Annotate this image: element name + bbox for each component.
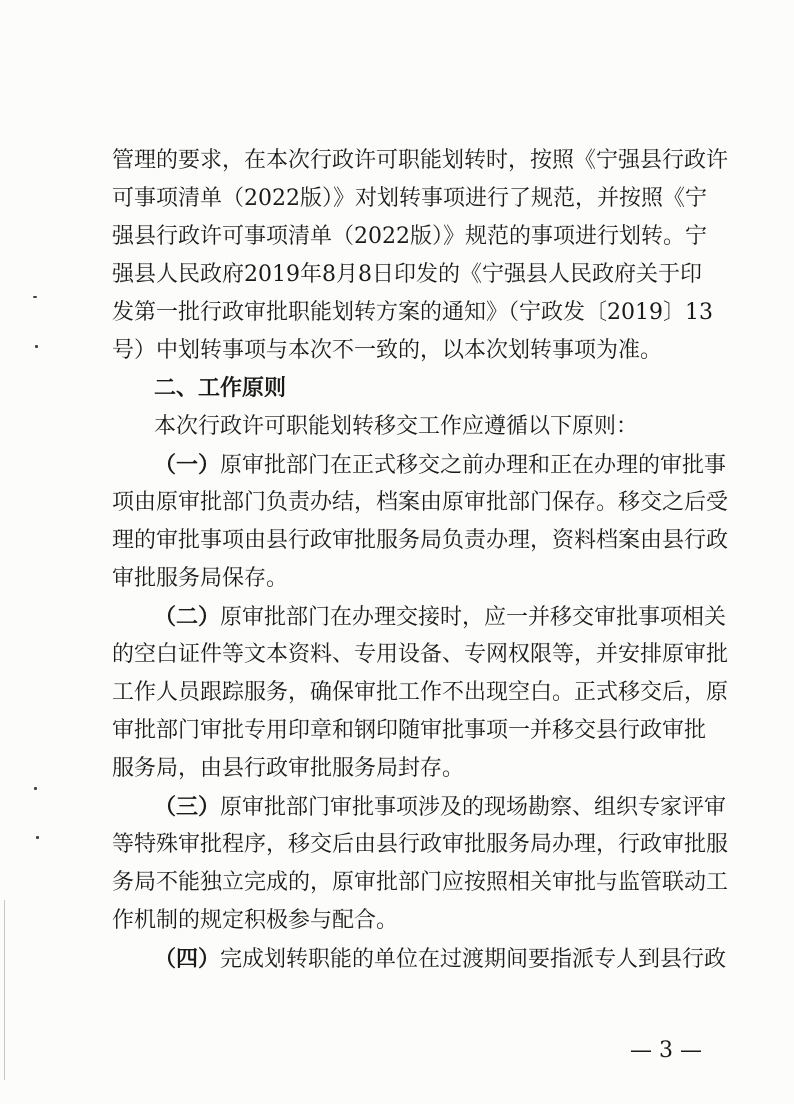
paragraph-line: 等特殊审批程序，移交后由县行政审批服务局办理，行政审批服: [112, 832, 729, 857]
paragraph-line: 服务局，由县行政审批服务局封存。: [112, 756, 465, 781]
scan-speck: [33, 296, 37, 298]
paragraph-line: 强县行政许可事项清单（2022版）》规范的事项进行划转。宁: [112, 224, 707, 249]
intro-line: 本次行政许可职能划转移交工作应遵循以下原则：: [154, 414, 639, 439]
item-3-text: 原审批部门审批事项涉及的现场勘察、组织专家评审: [220, 795, 727, 820]
item-4-first-line: [154, 941, 727, 977]
item-2-first-line: [154, 599, 727, 635]
paragraph-line: 号）中划转事项与本次不一致的，以本次划转事项为准。: [112, 338, 663, 363]
item-2-marker: （二）: [154, 604, 221, 630]
paragraph-line: 强县人民政府2019年8月8日印发的《宁强县人民政府关于印: [112, 262, 702, 287]
paragraph-line: 的空白证件等文本资料、专用设备、专网权限等，并安排原审批: [112, 642, 729, 667]
paragraph-line: 理的审批事项由县行政审批服务局负责办理，资料档案由县行政: [112, 528, 729, 553]
paragraph-line: 发第一批行政审批职能划转方案的通知》（宁政发〔2019〕13: [112, 300, 713, 325]
item-4-marker: （四）: [154, 946, 221, 972]
paragraph-line: 工作人员跟踪服务，确保审批工作不出现空白。正式移交后，原: [112, 680, 729, 705]
paragraph-line: 务局不能独立完成的，原审批部门应按照相关审批与监管联动工: [112, 870, 729, 895]
scan-speck: [36, 836, 39, 839]
item-3-marker: （三）: [154, 794, 221, 820]
paragraph-line: 管理的要求，在本次行政许可职能划转时，按照《宁强县行政许: [112, 148, 729, 173]
page-number: — 3 —: [630, 1038, 702, 1063]
item-1-first-line: [154, 447, 727, 483]
paragraph-line: 审批服务局保存。: [112, 566, 289, 591]
scan-edge-line: [4, 900, 5, 1080]
scan-speck: [35, 345, 38, 348]
scan-speck: [34, 787, 37, 790]
item-1-marker: （一）: [154, 452, 221, 478]
paragraph-line: 可事项清单（2022版）》对划转事项进行了规范，并按照《宁: [112, 186, 707, 211]
paragraph-line: 项由原审批部门负责办结，档案由原审批部门保存。移交之后受: [112, 490, 729, 515]
item-3-first-line: [154, 789, 727, 825]
item-4-text: 完成划转职能的单位在过渡期间要指派专人到县行政: [220, 947, 727, 972]
paragraph-line: 审批部门审批专用印章和钢印随审批事项一并移交县行政审批: [112, 718, 707, 743]
section-heading: 二、工作原则: [154, 376, 287, 401]
item-2-text: 原审批部门在办理交接时，应一并移交审批事项相关: [220, 605, 727, 630]
item-1-text: 原审批部门在正式移交之前办理和正在办理的审批事: [220, 453, 727, 478]
paragraph-line: 作机制的规定积极参与配合。: [112, 908, 399, 933]
